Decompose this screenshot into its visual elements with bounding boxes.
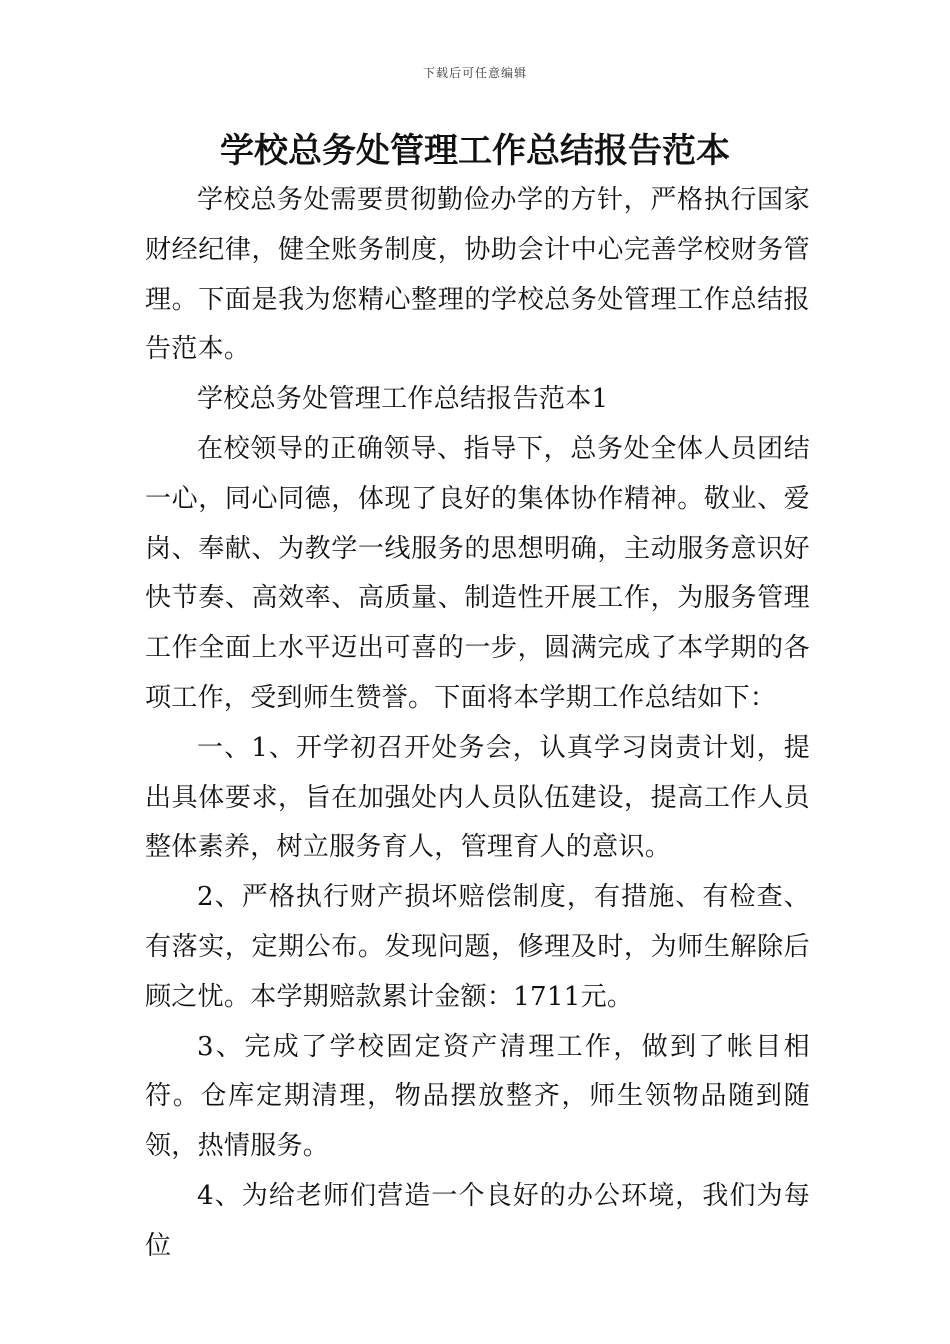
paragraph-item-2: 2、严格执行财产损坏赔偿制度，有措施、有检查、有落实，定期公布。发现问题，修理及时，为师生解除后顾之忧。本学期赔款累计金额：1711元。 (145, 882, 810, 1012)
paragraph-item-1: 一、1、开学初召开处务会，认真学习岗责计划，提出具体要求，旨在加强处内人员队伍建设，提高工作人员整体素养，树立服务育人，管理育人的意识。 (145, 732, 810, 863)
paragraph-overview: 在校领导的正确领导、指导下，总务处全体人员团结一心，同心同德，体现了良好的集体协作精神。敬业、爱岗、奉献、为教学一线服务的思想明确，主动服务意识好快节奏、高效率、高质量、制造性开展工作，为服务管理工作全面上水平迈出可喜的一步，圆满完成了本学期的各项工作，受到师生赞誉。下面将本学期工作总结如下： (145, 433, 810, 713)
paragraph-subtitle: 学校总务处管理工作总结报告范本1 (197, 384, 609, 415)
paragraph-intro: 学校总务处需要贯彻勤俭办学的方针，严格执行国家财经纪律，健全账务制度，协助会计中心完善学校财务管理。下面是我为您精心整理的学校总务处管理工作总结报告范本。 (145, 185, 810, 365)
header-note: 下载后可任意编辑 (422, 66, 527, 80)
paragraph-item-4: 4、为给老师们营造一个良好的办公环境，我们为每位 (145, 1180, 810, 1261)
document-body (145, 176, 810, 1272)
paragraph-item-3: 3、完成了学校固定资产清理工作，做到了帐目相符。仓库定期清理，物品摆放整齐，师生领物品随到随领，热情服务。 (145, 1031, 810, 1162)
document-title: 学校总务处管理工作总结报告范本 (220, 131, 730, 171)
